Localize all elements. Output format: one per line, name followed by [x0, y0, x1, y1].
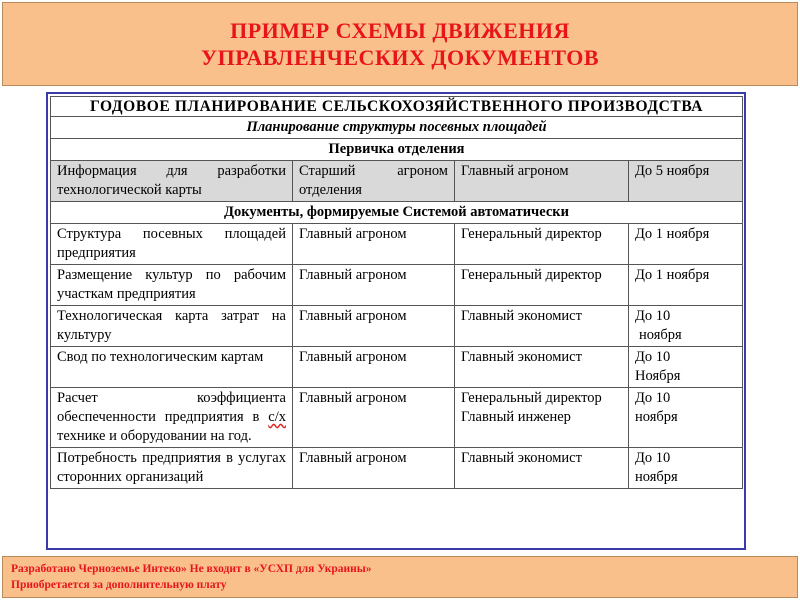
section-auto: Документы, формируемые Системой автоматически — [51, 202, 743, 224]
document-image — [46, 92, 746, 550]
cell-document: Свод по технологическим картам — [51, 347, 293, 388]
cell-to: Генеральный директор — [455, 265, 629, 306]
table-row — [51, 448, 743, 489]
cell-to: Генеральный директор — [455, 224, 629, 265]
cell-from: Главный агроном — [293, 224, 455, 265]
cell-from: Старший агроном отделения — [293, 161, 455, 202]
table-subtitle: Планирование структуры посевных площадей — [51, 117, 743, 139]
table-title-row — [51, 97, 743, 117]
document-flow-table — [50, 96, 743, 489]
cell-from: Главный агроном — [293, 388, 455, 448]
cell-document: Структура посевных площадей предприятия — [51, 224, 293, 265]
table-row — [51, 161, 743, 202]
recipient-line-1: Генеральный директор — [461, 390, 602, 406]
cell-to: Главный агроном — [455, 161, 629, 202]
table-row — [51, 388, 743, 448]
cell-from: Главный агроном — [293, 265, 455, 306]
doc-text-sq: с/х — [268, 409, 286, 425]
cell-document: Размещение культур по рабочим участкам предприятия — [51, 265, 293, 306]
table-subtitle-row — [51, 117, 743, 139]
table-row — [51, 224, 743, 265]
recipient-line-2: Главный инженер — [461, 409, 571, 425]
cell-to: Главный экономист — [455, 306, 629, 347]
section-primary-row — [51, 139, 743, 161]
deadline-line-1: До 10 — [635, 349, 671, 365]
title-banner — [2, 2, 798, 86]
deadline-line-2: Ноября — [635, 368, 681, 384]
cell-deadline — [629, 306, 743, 347]
doc-text-a: Расчет коэффициента обеспеченности предприятия в — [57, 390, 286, 425]
deadline-line-1: До 10 — [635, 308, 671, 324]
cell-deadline — [629, 448, 743, 489]
table-row — [51, 265, 743, 306]
doc-text-b: технике и оборудовании на год. — [57, 428, 252, 444]
table-title: ГОДОВОЕ ПЛАНИРОВАНИЕ СЕЛЬСКОХОЗЯЙСТВЕННОГО ПРОИЗВОДСТВА — [51, 97, 743, 117]
footer-banner — [2, 556, 798, 598]
deadline-line-2: ноября — [635, 469, 678, 485]
section-auto-row — [51, 202, 743, 224]
cell-from: Главный агроном — [293, 347, 455, 388]
deadline-line-2: ноября — [635, 409, 678, 425]
cell-deadline — [629, 347, 743, 388]
cell-to — [455, 388, 629, 448]
table-row — [51, 347, 743, 388]
title-line-2: УПРАВЛЕНЧЕСКИХ ДОКУМЕНТОВ — [200, 45, 600, 70]
cell-deadline: До 1 ноября — [629, 224, 743, 265]
cell-deadline: До 1 ноября — [629, 265, 743, 306]
cell-from: Главный агроном — [293, 306, 455, 347]
cell-to: Главный экономист — [455, 347, 629, 388]
deadline-line-1: До 10 — [635, 450, 671, 466]
deadline-line-1: До 10 — [635, 390, 671, 406]
cell-deadline — [629, 388, 743, 448]
footer-line-2: Приобретается за дополнительную плату — [11, 579, 227, 591]
cell-document: Потребность предприятия в услугах сторонних организаций — [51, 448, 293, 489]
cell-to: Главный экономист — [455, 448, 629, 489]
cell-deadline: До 5 ноября — [629, 161, 743, 202]
footer-line-1: Разработано Черноземье Интеко» Не входит в «УСХП для Украины» — [11, 563, 372, 575]
cell-document: Информация для разработки технологической карты — [51, 161, 293, 202]
deadline-line-2: ноября — [639, 327, 682, 343]
title-line-1: ПРИМЕР СХЕМЫ ДВИЖЕНИЯ — [230, 18, 570, 43]
cell-from: Главный агроном — [293, 448, 455, 489]
cell-document: Технологическая карта затрат на культуру — [51, 306, 293, 347]
table-row — [51, 306, 743, 347]
section-primary: Первичка отделения — [51, 139, 743, 161]
cell-document — [51, 388, 293, 448]
